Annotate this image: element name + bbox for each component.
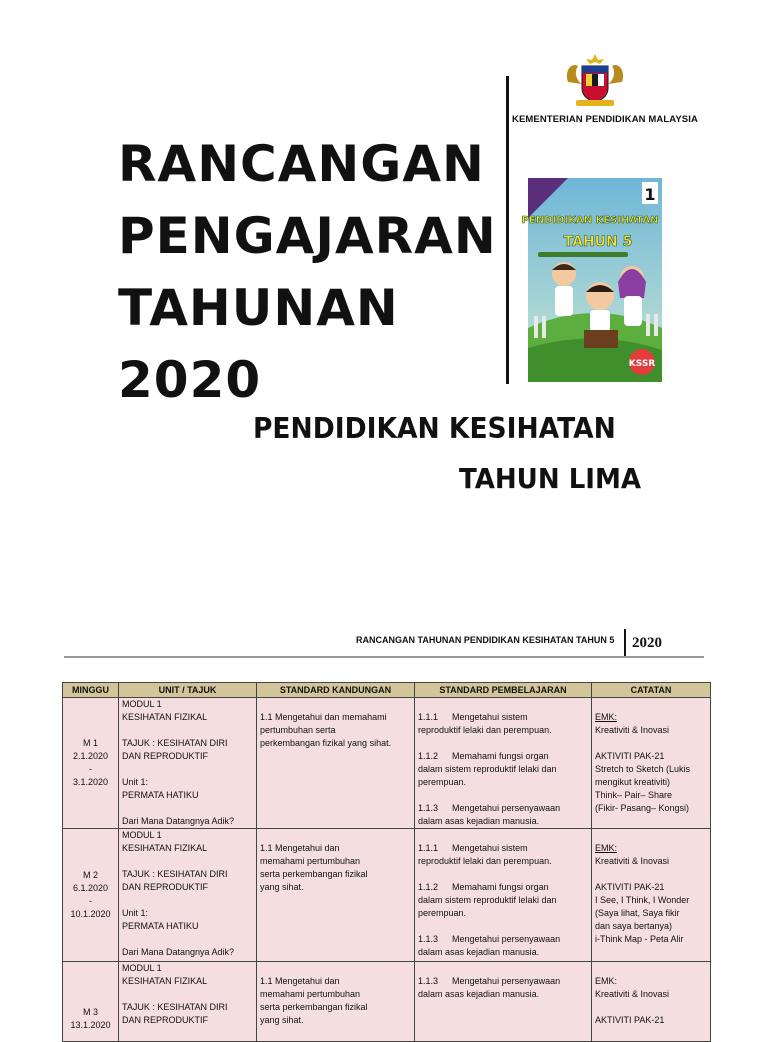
table-row [63,962,711,1042]
sk-line: yang sihat. [260,1015,304,1025]
sp-item [418,802,588,815]
emk-value: Kreativiti & Inovasi [595,856,670,866]
tajuk-line-1: TAJUK : KESIHATAN DIRI [122,869,228,879]
sp-text: Memahami fungsi organ [452,882,549,892]
modul-name: KESIHATAN FIZIKAL [122,976,208,986]
title-line-1: RANCANGAN [118,135,485,193]
unit-name: PERMATA HATIKU [122,790,199,800]
coat-of-arms-icon [562,52,628,108]
catatan-cell [592,829,711,962]
table-row [63,829,711,962]
aktiviti-line: AKTIVITI PAK-21 [595,882,665,892]
unit-cell [119,962,257,1042]
catatan-cell [592,962,711,1042]
tajuk-line-1: TAJUK : KESIHATAN DIRI [122,738,228,748]
ministry-name: KEMENTERIAN PENDIDIKAN MALAYSIA [512,114,698,125]
modul-name: KESIHATAN FIZIKAL [122,843,208,853]
tajuk-line-2: DAN REPRODUKTIF [122,882,209,892]
sp-item [418,711,588,724]
cover-book-year: TAHUN 5 [563,234,633,250]
sk-line: 1.1 Mengetahui dan [260,843,340,853]
col-header-sp: STANDARD PEMBELAJARAN [415,683,592,698]
emk-label: EMK: [595,843,618,853]
tajuk-line-2: DAN REPRODUKTIF [122,1015,209,1025]
table-row [63,698,711,829]
sp-cell [415,829,592,962]
sp-item [418,842,588,855]
sk-line: pertumbuhan serta [260,725,336,735]
sp-text: dalam sistem reproduktif lelaki dan [418,895,557,905]
sp-text: Mengetahui sistem [452,712,528,722]
date-end: 3.1.2020 [72,777,109,787]
sp-num: 1.1.1 [418,843,439,853]
document-title [118,128,498,416]
week-cell [63,962,119,1042]
title-line-2: PENGAJARAN [118,207,497,265]
textbook-cover-image [521,178,662,382]
emk-value: Kreativiti & Inovasi [595,989,670,999]
sp-num: 1.1.3 [418,976,439,986]
date-sep: - [89,896,92,906]
sk-line: serta perkembangan fizikal [260,869,368,879]
sp-text: dalam asas kejadian manusia. [418,947,540,957]
sp-num: 1.1.3 [418,934,439,944]
date-start: 6.1.2020 [72,883,109,893]
sk-line: 1.1 Mengetahui dan memahami [260,712,387,722]
sk-line: serta perkembangan fizikal [260,1002,368,1012]
col-header-catatan: CATATAN [592,683,711,698]
sp-num: 1.1.3 [418,803,439,813]
emk-label: EMK: [595,712,618,722]
vertical-divider [506,76,509,384]
unit-label: Unit 1: [122,777,149,787]
week-cell [63,829,119,962]
week-label: M 3 [82,1007,98,1017]
cover-badge: KSSR [628,359,656,369]
col-header-sk: STANDARD KANDUNGAN [257,683,415,698]
aktiviti-line: i-Think Map - Peta Alir [595,934,684,944]
aktiviti-line: (Fikir- Pasang– Kongsi) [595,803,690,813]
aktiviti-line: mengikut kreativiti) [595,777,671,787]
subunit-name: Dari Mana Datangnya Adik? [122,947,235,957]
sp-item [418,933,588,946]
unit-cell [119,829,257,962]
unit-name: PERMATA HATIKU [122,921,199,931]
modul-label: MODUL 1 [122,963,162,973]
sp-text: dalam asas kejadian manusia. [418,989,540,999]
sp-text: dalam asas kejadian manusia. [418,816,540,826]
sk-line: 1.1 Mengetahui dan [260,976,340,986]
sp-num: 1.1.2 [418,751,439,761]
week-label: M 1 [82,738,98,748]
sp-text: reproduktif lelaki dan perempuan. [418,725,552,735]
sp-text: Mengetahui persenyawaan [452,934,561,944]
sp-text: perempuan. [418,908,467,918]
emk-value: Kreativiti & Inovasi [595,725,670,735]
sp-num: 1.1.1 [418,712,439,722]
date-end: 10.1.2020 [70,909,111,919]
sk-line: memahami pertumbuhan [260,856,361,866]
cover-book-title: PENDIDIKAN KESIHATAN [521,215,659,226]
emk-label: EMK: [595,976,618,986]
header-rule [64,656,704,658]
aktiviti-line: (Saya lihat, Saya fikir [595,908,680,918]
sp-text: Mengetahui sistem [452,843,528,853]
sp-text: reproduktif lelaki dan perempuan. [418,856,552,866]
sp-item [418,750,588,763]
title-line-3: TAHUNAN [118,279,399,337]
col-header-unit: UNIT / TAJUK [119,683,257,698]
sp-item [418,881,588,894]
title-line-4: 2020 [118,351,262,409]
sp-text: Mengetahui persenyawaan [452,976,561,986]
sk-line: memahami pertumbuhan [260,989,361,999]
tajuk-line-1: TAJUK : KESIHATAN DIRI [122,1002,228,1012]
catatan-cell [592,698,711,829]
table-header-row [63,683,711,698]
sp-text: Memahami fungsi organ [452,751,549,761]
col-header-minggu: MINGGU [63,683,119,698]
modul-label: MODUL 1 [122,830,162,840]
aktiviti-line: Think– Pair– Share [595,790,673,800]
sp-num: 1.1.2 [418,882,439,892]
sk-cell [257,698,415,829]
date-sep: - [89,764,92,774]
tajuk-line-2: DAN REPRODUKTIF [122,751,209,761]
subunit-name: Dari Mana Datangnya Adik? [122,816,235,826]
cover-grade-number: 1 [644,185,656,204]
aktiviti-line: Stretch to Sketch (Lukis [595,764,691,774]
sp-item [418,975,588,988]
week-cell [63,698,119,829]
date-start: 2.1.2020 [72,751,109,761]
running-header-year: 2020 [624,629,704,657]
aktiviti-line: AKTIVITI PAK-21 [595,751,665,761]
aktiviti-line: AKTIVITI PAK-21 [595,1015,665,1025]
level-title: TAHUN LIMA [459,462,642,495]
sk-cell [257,829,415,962]
modul-name: KESIHATAN FIZIKAL [122,712,208,722]
running-header: RANCANGAN TAHUNAN PENDIDIKAN KESIHATAN TAHUN 5 [356,635,615,645]
sp-text: perempuan. [418,777,467,787]
aktiviti-line: I See, I Think, I Wonder [595,895,690,905]
plan-table [62,682,711,1042]
sk-cell [257,962,415,1042]
sp-text: Mengetahui persenyawaan [452,803,561,813]
sp-cell [415,698,592,829]
sp-text: dalam sistem reproduktif lelaki dan [418,764,557,774]
unit-cell [119,698,257,829]
subject-title: PENDIDIKAN KESIHATAN [253,412,616,445]
date-start: 13.1.2020 [70,1020,111,1030]
sk-line: perkembangan fizikal yang sihat. [260,738,392,748]
unit-label: Unit 1: [122,908,149,918]
aktiviti-line: dan saya bertanya) [595,921,673,931]
week-label: M 2 [82,870,98,880]
sp-cell [415,962,592,1042]
sk-line: yang sihat. [260,882,304,892]
modul-label: MODUL 1 [122,699,162,709]
